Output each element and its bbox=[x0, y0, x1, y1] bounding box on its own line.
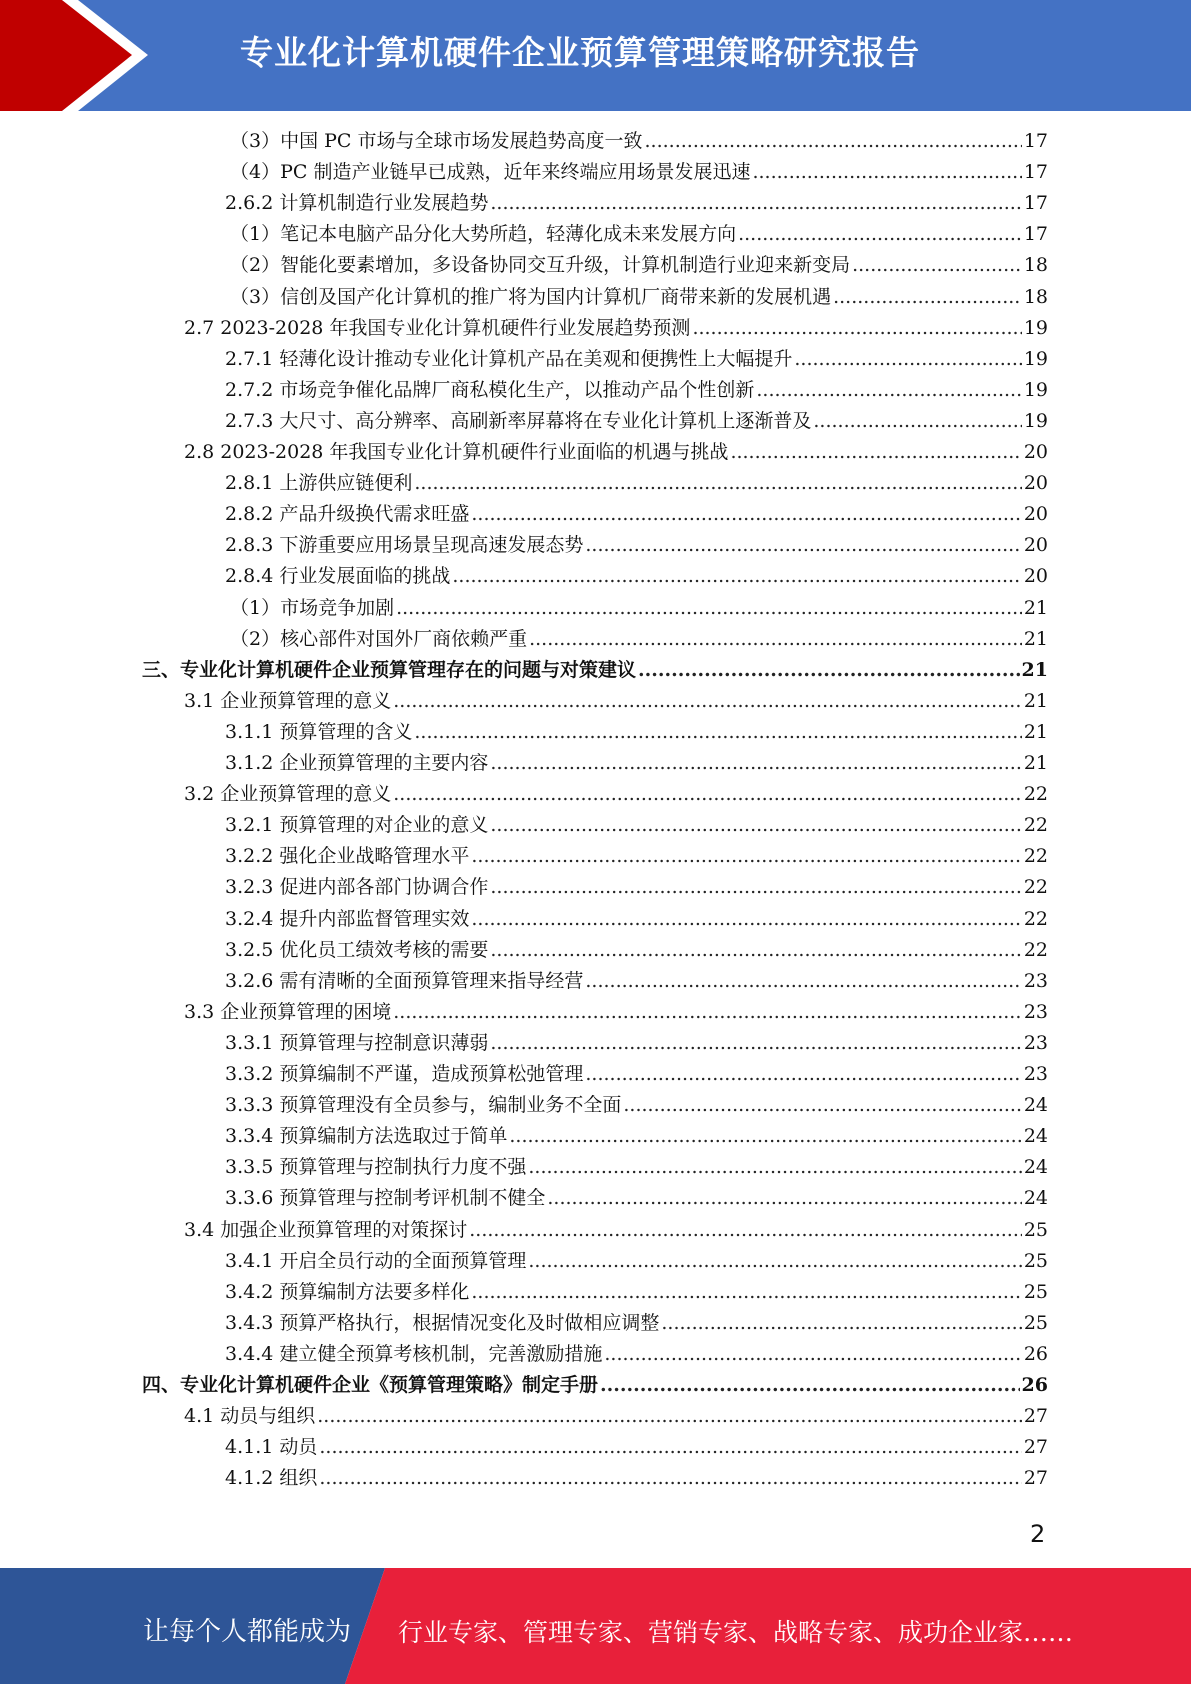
toc-entry[interactable] bbox=[225, 375, 1048, 406]
toc-entry-page: 18 bbox=[1023, 254, 1048, 277]
toc-entry-label: 2.8.3 下游重要应用场景呈现高速发展态势 bbox=[225, 534, 584, 557]
toc-entry-label: 3.4.2 预算编制方法要多样化 bbox=[225, 1280, 470, 1303]
toc-entry-label: 3.1.2 企业预算管理的主要内容 bbox=[225, 752, 489, 774]
toc-leader-dots bbox=[471, 841, 1021, 872]
toc-entry-page: 22 bbox=[1023, 938, 1048, 961]
toc-entry[interactable] bbox=[225, 904, 1048, 935]
page-header bbox=[0, 0, 1191, 111]
toc-entry-page: 24 bbox=[1023, 1125, 1048, 1148]
toc-entry-label: 2.7.1 轻薄化设计推动专业化计算机产品在美观和便携性上大幅提升 bbox=[225, 347, 793, 370]
toc-entry-label: 3.2.3 促进内部各部门协调合作 bbox=[225, 876, 489, 899]
toc-entry-label: 2.8 2023-2028 年我国专业化计算机硬件行业面临的机遇与挑战 bbox=[184, 441, 729, 463]
toc-entry-page: 17 bbox=[1023, 161, 1048, 184]
toc-entry-page: 23 bbox=[1023, 1000, 1048, 1023]
toc-entry-page: 20 bbox=[1023, 534, 1048, 557]
toc-entry-page: 20 bbox=[1023, 565, 1048, 588]
toc-entry-label: 3.2.2 强化企业战略管理水平 bbox=[225, 845, 470, 868]
toc-entry[interactable] bbox=[225, 1059, 1048, 1090]
toc-leader-dots bbox=[452, 561, 1021, 592]
toc-entry[interactable] bbox=[184, 779, 1048, 810]
toc-entry-page: 21 bbox=[1023, 752, 1048, 774]
toc-leader-dots bbox=[414, 468, 1021, 499]
toc-entry[interactable] bbox=[225, 1339, 1048, 1370]
toc-entry[interactable] bbox=[230, 593, 1048, 624]
toc-leader-dots bbox=[509, 1121, 1021, 1152]
toc-entry-label: 2.7.3 大尺寸、高分辨率、高刷新率屏幕将在专业化计算机上逐渐普及 bbox=[225, 409, 812, 432]
toc-leader-dots bbox=[794, 344, 1021, 375]
toc-leader-dots bbox=[645, 126, 1022, 157]
toc-entry[interactable] bbox=[230, 126, 1048, 157]
toc-entry-page: 24 bbox=[1023, 1187, 1048, 1210]
toc-entry-label: 3.3.4 预算编制方法选取过于简单 bbox=[225, 1125, 508, 1148]
toc-entry[interactable] bbox=[225, 935, 1048, 966]
toc-entry-page: 21 bbox=[1023, 627, 1048, 650]
toc-entry[interactable] bbox=[184, 437, 1048, 468]
toc-leader-dots bbox=[319, 1463, 1021, 1494]
toc-entry[interactable] bbox=[184, 1401, 1048, 1432]
toc-leader-dots bbox=[585, 530, 1021, 561]
toc-leader-dots bbox=[490, 810, 1021, 841]
toc-leader-dots bbox=[490, 188, 1021, 219]
toc-entry-label: 3.1 企业预算管理的意义 bbox=[184, 689, 392, 712]
toc-entry-page: 27 bbox=[1023, 1467, 1048, 1490]
toc-entry-label: 3.4.1 开启全员行动的全面预算管理 bbox=[225, 1249, 527, 1272]
toc-entry-page: 20 bbox=[1023, 472, 1048, 495]
toc-entry-page: 27 bbox=[1023, 1405, 1048, 1428]
toc-leader-dots bbox=[471, 499, 1021, 530]
toc-leader-dots bbox=[469, 1215, 1022, 1246]
toc-leader-dots bbox=[547, 1183, 1021, 1214]
toc-entry-label: 2.8.2 产品升级换代需求旺盛 bbox=[225, 503, 470, 526]
toc-leader-dots bbox=[529, 624, 1022, 655]
toc-entry-page: 21 bbox=[1023, 689, 1048, 712]
toc-entry-page: 19 bbox=[1023, 347, 1048, 370]
toc-entry[interactable] bbox=[225, 499, 1048, 530]
toc-entry-label: （3）信创及国产化计算机的推广将为国内计算机厂商带来新的发展机遇 bbox=[230, 285, 832, 308]
toc-entry-label: （4）PC 制造产业链早已成熟，近年来终端应用场景发展迅速 bbox=[230, 161, 751, 184]
toc-entry[interactable] bbox=[225, 810, 1048, 841]
toc-leader-dots bbox=[585, 966, 1021, 997]
toc-leader-dots bbox=[393, 686, 1022, 717]
toc-entry[interactable] bbox=[225, 1246, 1048, 1277]
toc-entry-page: 26 bbox=[1021, 1374, 1048, 1396]
toc-entry-label: 3.2.6 需有清晰的全面预算管理来指导经营 bbox=[225, 969, 584, 992]
toc-leader-dots bbox=[490, 935, 1021, 966]
toc-entry-page: 20 bbox=[1023, 441, 1048, 463]
toc-leader-dots bbox=[393, 779, 1022, 810]
toc-leader-dots bbox=[528, 1246, 1021, 1277]
toc-entry-label: 3.4.4 建立健全预算考核机制，完善激励措施 bbox=[225, 1342, 603, 1365]
toc-entry-page: 21 bbox=[1023, 720, 1048, 743]
toc-entry[interactable] bbox=[225, 1277, 1048, 1308]
toc-entry-label: 4.1.2 组织 bbox=[225, 1467, 318, 1490]
toc-entry[interactable] bbox=[225, 468, 1048, 499]
toc-leader-dots bbox=[528, 1152, 1021, 1183]
toc-entry-label: 2.7 2023-2028 年我国专业化计算机硬件行业发展趋势预测 bbox=[184, 316, 691, 339]
toc-entry-label: 3.2.4 提升内部监督管理实效 bbox=[225, 907, 470, 930]
toc-leader-dots bbox=[585, 1059, 1021, 1090]
toc-entry-page: 23 bbox=[1023, 1063, 1048, 1085]
toc-entry[interactable] bbox=[225, 406, 1048, 437]
toc-entry[interactable] bbox=[225, 1432, 1048, 1463]
toc-leader-dots bbox=[471, 1277, 1021, 1308]
toc-entry-label: （1）笔记本电脑产品分化大势所趋，轻薄化成未来发展方向 bbox=[230, 223, 737, 246]
toc-entry[interactable] bbox=[184, 313, 1048, 344]
toc-entry-page: 24 bbox=[1023, 1094, 1048, 1117]
toc-entry[interactable] bbox=[142, 1370, 1048, 1401]
toc-entry-page: 17 bbox=[1023, 192, 1048, 215]
toc-leader-dots bbox=[393, 997, 1022, 1028]
toc-entry-page: 19 bbox=[1023, 409, 1048, 432]
toc-entry-page: 25 bbox=[1023, 1218, 1048, 1241]
footer-slogan-right: 行业专家、管理专家、营销专家、战略专家、成功企业家…… bbox=[398, 1618, 1074, 1647]
toc-entry[interactable] bbox=[225, 1028, 1048, 1059]
toc-leader-dots bbox=[490, 872, 1021, 903]
toc-entry-page: 24 bbox=[1023, 1156, 1048, 1179]
toc-leader-dots bbox=[490, 748, 1021, 779]
toc-entry-page: 17 bbox=[1023, 223, 1048, 246]
toc-entry[interactable] bbox=[230, 219, 1048, 250]
toc-entry[interactable] bbox=[225, 872, 1048, 903]
toc-entry[interactable] bbox=[142, 655, 1048, 686]
toc-entry[interactable] bbox=[184, 686, 1048, 717]
toc-entry-page: 26 bbox=[1023, 1342, 1048, 1365]
toc-entry[interactable] bbox=[225, 1090, 1048, 1121]
toc-entry[interactable] bbox=[225, 1183, 1048, 1214]
toc-entry[interactable] bbox=[230, 624, 1048, 655]
toc-entry[interactable] bbox=[225, 1121, 1048, 1152]
toc-entry[interactable] bbox=[225, 966, 1048, 997]
toc-entry[interactable] bbox=[225, 1463, 1048, 1494]
toc-entry-label: （1）市场竞争加剧 bbox=[230, 596, 395, 619]
toc-entry-label: 2.6.2 计算机制造行业发展趋势 bbox=[225, 192, 489, 215]
toc-entry[interactable] bbox=[230, 157, 1048, 188]
toc-entry-page: 19 bbox=[1023, 316, 1048, 339]
toc-entry-label: 3.3.2 预算编制不严谨，造成预算松弛管理 bbox=[225, 1063, 584, 1085]
toc-entry[interactable] bbox=[230, 282, 1048, 313]
toc-leader-dots bbox=[604, 1339, 1021, 1370]
toc-leader-dots bbox=[600, 1370, 1020, 1401]
toc-entry-label: 2.7.2 市场竞争催化品牌厂商私模化生产，以推动产品个性创新 bbox=[225, 378, 755, 401]
page-footer bbox=[0, 1568, 1191, 1684]
toc-leader-dots bbox=[692, 313, 1021, 344]
toc-entry-page: 21 bbox=[1021, 658, 1048, 681]
toc-entry-label: 3.1.1 预算管理的含义 bbox=[225, 720, 413, 743]
toc-entry-page: 27 bbox=[1023, 1436, 1048, 1459]
toc-leader-dots bbox=[730, 437, 1021, 468]
toc-entry-label: 3.3.6 预算管理与控制考评机制不健全 bbox=[225, 1187, 546, 1210]
toc-entry-label: 3.2.1 预算管理的对企业的意义 bbox=[225, 814, 489, 837]
toc-entry[interactable] bbox=[225, 841, 1048, 872]
toc-entry-label: 3.3.3 预算管理没有全员参与，编制业务不全面 bbox=[225, 1094, 622, 1117]
toc-entry-page: 19 bbox=[1023, 378, 1048, 401]
toc-entry-label: （2）智能化要素增加，多设备协同交互升级，计算机制造行业迎来新变局 bbox=[230, 254, 851, 277]
toc-leader-dots bbox=[738, 219, 1022, 250]
toc-entry-label: 3.2.5 优化员工绩效考核的需要 bbox=[225, 938, 489, 961]
toc-entry-page: 18 bbox=[1023, 285, 1048, 308]
toc-entry[interactable] bbox=[184, 997, 1048, 1028]
toc-entry-page: 17 bbox=[1023, 130, 1048, 152]
toc-leader-dots bbox=[638, 655, 1020, 686]
toc-entry-page: 22 bbox=[1023, 814, 1048, 837]
toc-entry-label: 3.3.1 预算管理与控制意识薄弱 bbox=[225, 1031, 489, 1054]
toc-leader-dots bbox=[813, 406, 1021, 437]
toc-leader-dots bbox=[396, 593, 1022, 624]
footer-slogan-left: 让每个人都能成为 bbox=[143, 1617, 352, 1647]
toc-entry-page: 21 bbox=[1023, 596, 1048, 619]
toc-leader-dots bbox=[833, 282, 1022, 313]
toc-entry-label: 4.1 动员与组织 bbox=[184, 1405, 316, 1428]
toc-entry-page: 23 bbox=[1023, 1031, 1048, 1054]
toc-entry-page: 22 bbox=[1023, 783, 1048, 806]
toc-entry-label: 3.4.3 预算严格执行，根据情况变化及时做相应调整 bbox=[225, 1311, 660, 1334]
toc-leader-dots bbox=[471, 904, 1021, 935]
toc-entry[interactable] bbox=[225, 748, 1048, 779]
toc-entry[interactable] bbox=[225, 188, 1048, 219]
toc-leader-dots bbox=[317, 1401, 1022, 1432]
toc-entry-label: 2.8.1 上游供应链便利 bbox=[225, 472, 413, 495]
report-title: 专业化计算机硬件企业预算管理策略研究报告 bbox=[240, 33, 920, 72]
toc-leader-dots bbox=[661, 1308, 1021, 1339]
toc-entry-label: 3.3 企业预算管理的困境 bbox=[184, 1000, 392, 1023]
toc-entry-page: 25 bbox=[1023, 1280, 1048, 1303]
toc-leader-dots bbox=[756, 375, 1021, 406]
page-number: 2 bbox=[1030, 1520, 1046, 1548]
toc-entry-page: 25 bbox=[1023, 1311, 1048, 1334]
toc-leader-dots bbox=[623, 1090, 1021, 1121]
toc-entry-label: 3.4 加强企业预算管理的对策探讨 bbox=[184, 1218, 468, 1241]
toc-entry-label: 3.2 企业预算管理的意义 bbox=[184, 783, 392, 806]
toc-leader-dots bbox=[319, 1432, 1021, 1463]
toc-entry-page: 22 bbox=[1023, 907, 1048, 930]
toc-leader-dots bbox=[852, 250, 1022, 281]
toc-entry-label: 3.3.5 预算管理与控制执行力度不强 bbox=[225, 1156, 527, 1179]
toc-entry-label: （3）中国 PC 市场与全球市场发展趋势高度一致 bbox=[230, 130, 643, 152]
toc-entry-label: 三、专业化计算机硬件企业预算管理存在的问题与对策建议 bbox=[142, 658, 637, 681]
toc-entry-page: 20 bbox=[1023, 503, 1048, 526]
toc-entry-page: 25 bbox=[1023, 1249, 1048, 1272]
toc-entry-page: 22 bbox=[1023, 876, 1048, 899]
toc-entry[interactable] bbox=[225, 530, 1048, 561]
toc-leader-dots bbox=[490, 1028, 1021, 1059]
toc-entry[interactable] bbox=[225, 1152, 1048, 1183]
toc-leader-dots bbox=[752, 157, 1021, 188]
toc-entry[interactable] bbox=[225, 561, 1048, 592]
toc-entry-page: 23 bbox=[1023, 969, 1048, 992]
toc-entry[interactable] bbox=[230, 250, 1048, 281]
toc-entry-label: 4.1.1 动员 bbox=[225, 1436, 318, 1459]
toc-leader-dots bbox=[414, 717, 1021, 748]
toc-entry-label: 2.8.4 行业发展面临的挑战 bbox=[225, 565, 451, 588]
toc-entry-label: （2）核心部件对国外厂商依赖严重 bbox=[230, 627, 528, 650]
toc-entry-label: 四、专业化计算机硬件企业《预算管理策略》制定手册 bbox=[142, 1374, 599, 1396]
toc-entry[interactable] bbox=[225, 344, 1048, 375]
toc-entry[interactable] bbox=[225, 1308, 1048, 1339]
toc-entry[interactable] bbox=[184, 1215, 1048, 1246]
toc-entry-page: 22 bbox=[1023, 845, 1048, 868]
toc-entry[interactable] bbox=[225, 717, 1048, 748]
